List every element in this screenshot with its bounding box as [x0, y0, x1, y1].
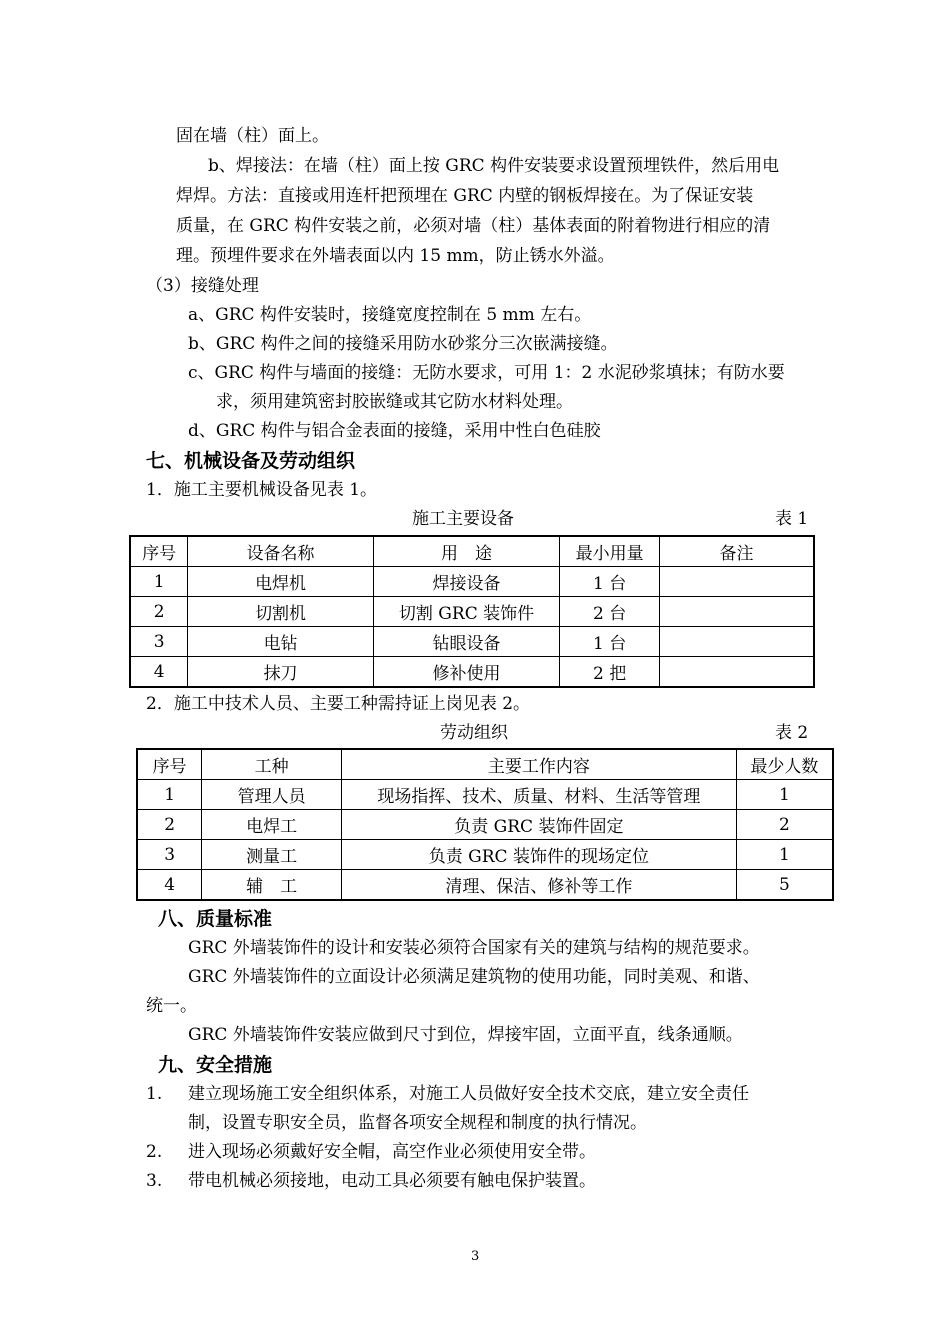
table-header-row: [130, 536, 814, 567]
table-header-cell: 主要工作内容: [341, 749, 736, 780]
section-heading-9: 九、安全措施: [158, 1054, 273, 1076]
table-row: [137, 840, 833, 870]
equipment-table: [129, 535, 815, 688]
table-header-cell: 最少人数: [736, 749, 833, 780]
table-header-cell: 最小用量: [560, 536, 660, 567]
page-number: 3: [471, 1249, 480, 1264]
table-cell: 1: [736, 780, 833, 810]
list-item: 1．施工主要机械设备见表 1。: [146, 480, 378, 500]
paragraph-line: 求，须用建筑密封胶嵌缝或其它防水材料处理。: [216, 392, 573, 412]
paragraph-line: b、焊接法：在墙（柱）面上按 GRC 构件安装要求设置预埋铁件，然后用电: [208, 156, 780, 176]
table-cell: 辅 工: [202, 870, 342, 901]
table-label: 表 1: [775, 509, 809, 529]
table-cell: 修补使用: [373, 657, 559, 688]
table-cell: 4: [137, 870, 202, 901]
table-row: [137, 780, 833, 810]
paragraph-line: 焊焊。方法：直接或用连杆把预埋在 GRC 内壁的钢板焊接在。为了保证安装: [176, 186, 754, 206]
paragraph-line: b、GRC 构件之间的接缝采用防水砂浆分三次嵌满接缝。: [188, 334, 618, 354]
paragraph-line: GRC 外墙装饰件的设计和安装必须符合国家有关的建筑与结构的规范要求。: [188, 938, 760, 958]
list-item: 进入现场必须戴好安全帽，高空作业必须使用安全带。: [188, 1142, 596, 1162]
table-header-cell: 工种: [202, 749, 342, 780]
table-cell: 3: [137, 840, 202, 870]
table-header-row: [137, 749, 833, 780]
table-cell: 5: [736, 870, 833, 901]
table-cell: 清理、保洁、修补等工作: [341, 870, 736, 901]
table-title: 劳动组织: [440, 723, 508, 743]
table-row: [130, 627, 814, 657]
table-cell: 测量工: [202, 840, 342, 870]
table-cell: 切割 GRC 装饰件: [373, 597, 559, 627]
list-number: 2.: [146, 1142, 163, 1162]
table-header-cell: 序号: [137, 749, 202, 780]
paragraph-line: GRC 外墙装饰件的立面设计必须满足建筑物的使用功能，同时美观、和谐、: [188, 967, 760, 987]
table-cell: 1: [736, 840, 833, 870]
table-cell: [659, 657, 814, 688]
table-cell: [659, 597, 814, 627]
table-cell: 2 台: [560, 597, 660, 627]
table-cell: [659, 627, 814, 657]
table-header-cell: 备注: [659, 536, 814, 567]
table-cell: 2: [137, 810, 202, 840]
list-item: 带电机械必须接地，电动工具必须要有触电保护装置。: [188, 1171, 596, 1191]
table-cell: 电焊机: [188, 567, 373, 597]
table-cell: 切割机: [188, 597, 373, 627]
labor-organization-table: [136, 748, 834, 901]
table-cell: 负责 GRC 装饰件的现场定位: [341, 840, 736, 870]
table-title: 施工主要设备: [412, 509, 514, 529]
paragraph-line: GRC 外墙装饰件安装应做到尺寸到位，焊接牢固，立面平直，线条通顺。: [188, 1025, 743, 1045]
table-cell: 现场指挥、技术、质量、材料、生活等管理: [341, 780, 736, 810]
paragraph-line: c、GRC 构件与墙面的接缝：无防水要求，可用 1：2 水泥砂浆填抹；有防水要: [188, 363, 785, 383]
table-row: [130, 567, 814, 597]
table-header-cell: 序号: [130, 536, 188, 567]
list-number: 3.: [146, 1171, 163, 1191]
section-heading-8: 八、质量标准: [158, 908, 273, 930]
list-item: 制，设置专职安全员，监督各项安全规程和制度的执行情况。: [188, 1113, 647, 1133]
table-cell: 管理人员: [202, 780, 342, 810]
paragraph-line: a、GRC 构件安装时，接缝宽度控制在 5 mm 左右。: [188, 305, 592, 325]
subsection-heading: （3）接缝处理: [146, 276, 259, 296]
table-cell: 2: [130, 597, 188, 627]
paragraph-line: 统一。: [146, 996, 197, 1016]
table-row: [130, 657, 814, 688]
table-header-cell: 用 途: [373, 536, 559, 567]
paragraph-line: 固在墙（柱）面上。: [176, 126, 329, 146]
list-number: 1.: [146, 1084, 163, 1104]
table-row: [137, 810, 833, 840]
table-cell: 2 把: [560, 657, 660, 688]
table-cell: 电钻: [188, 627, 373, 657]
table-label: 表 2: [775, 723, 809, 743]
table-row: [130, 597, 814, 627]
table-cell: 钻眼设备: [373, 627, 559, 657]
table-header-cell: 设备名称: [188, 536, 373, 567]
table-cell: 焊接设备: [373, 567, 559, 597]
table-cell: [659, 567, 814, 597]
table-cell: 1 台: [560, 627, 660, 657]
paragraph-line: d、GRC 构件与铝合金表面的接缝，采用中性白色硅胶: [188, 421, 601, 441]
table-cell: 1: [130, 567, 188, 597]
table-cell: 2: [736, 810, 833, 840]
table-cell: 4: [130, 657, 188, 688]
table-row: [137, 870, 833, 901]
table-cell: 负责 GRC 装饰件固定: [341, 810, 736, 840]
section-heading-7: 七、机械设备及劳动组织: [146, 450, 356, 472]
paragraph-line: 质量，在 GRC 构件安装之前，必须对墙（柱）基体表面的附着物进行相应的清: [176, 216, 771, 236]
table-cell: 电焊工: [202, 810, 342, 840]
paragraph-line: 理。预埋件要求在外墙表面以内 15 mm，防止锈水外溢。: [176, 246, 615, 266]
list-item: 2．施工中技术人员、主要工种需持证上岗见表 2。: [146, 694, 531, 714]
table-cell: 1: [137, 780, 202, 810]
list-item: 建立现场施工安全组织体系，对施工人员做好安全技术交底，建立安全责任: [188, 1084, 749, 1104]
table-cell: 3: [130, 627, 188, 657]
table-cell: 1 台: [560, 567, 660, 597]
table-cell: 抹刀: [188, 657, 373, 688]
